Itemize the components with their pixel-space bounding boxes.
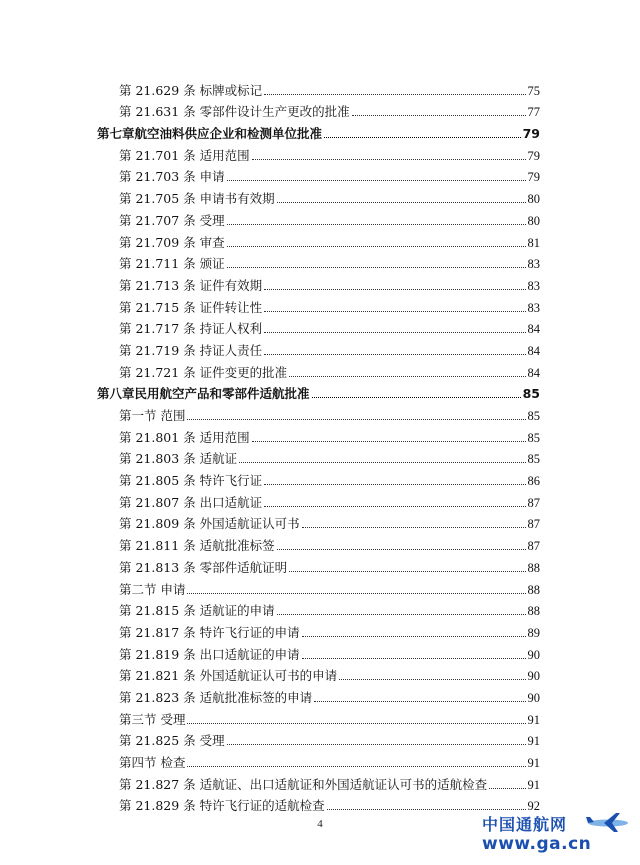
toc-entry-row — [97, 662, 540, 684]
dot-leader — [324, 137, 521, 138]
toc-entry-row — [97, 705, 540, 727]
toc-entry-page: 84 — [527, 322, 540, 337]
watermark-site-name: 中国通航网 — [482, 815, 568, 834]
toc-entry-row — [97, 683, 540, 705]
dot-leader — [252, 159, 526, 160]
toc-entry-label: 第 21.809 条 外国适航证认可书 — [119, 516, 300, 532]
toc-entry-row — [97, 510, 540, 532]
dot-leader — [314, 701, 525, 702]
toc-entry-label: 第 21.629 条 标牌或标记 — [119, 82, 263, 98]
toc-entry-page: 85 — [527, 452, 540, 467]
toc-entry-row — [97, 618, 540, 640]
toc-entry-row — [97, 163, 540, 185]
dot-leader — [289, 571, 525, 572]
dot-leader — [289, 376, 525, 377]
dot-leader — [277, 549, 526, 550]
toc-entry-label: 第 21.807 条 出口适航证 — [119, 494, 263, 510]
toc-entry-label: 第七章航空油料供应企业和检测单位批准 — [97, 126, 323, 142]
toc-entry-label: 第 21.819 条 出口适航证的申请 — [119, 646, 300, 662]
toc-entry-row — [97, 141, 540, 163]
toc-entry-page: 80 — [527, 192, 540, 207]
toc-entry-page: 83 — [527, 257, 540, 272]
site-watermark — [480, 809, 630, 857]
toc-entry-label: 第 21.701 条 适用范围 — [119, 147, 250, 163]
toc-entry-label: 第 21.721 条 证件变更的批准 — [119, 364, 288, 380]
dot-leader — [252, 441, 526, 442]
toc-entry-page: 80 — [527, 213, 540, 228]
dot-leader — [302, 636, 526, 637]
toc-entry-label: 第二节 申请 — [119, 581, 186, 597]
dot-leader — [187, 766, 525, 767]
toc-entry-label: 第 21.825 条 受理 — [119, 733, 225, 749]
toc-entry-page: 75 — [527, 83, 540, 98]
toc-entry-label: 第 21.815 条 适航证的申请 — [119, 603, 275, 619]
toc-entry-row — [97, 401, 540, 423]
toc-entry-label: 第 21.719 条 持证人责任 — [119, 342, 263, 358]
toc-entry-label: 第 21.813 条 零部件适航证明 — [119, 559, 288, 575]
toc-entry-row — [97, 206, 540, 228]
toc-entry-page: 88 — [527, 604, 540, 619]
toc-entry-row — [97, 792, 540, 814]
toc-entry-row — [97, 597, 540, 619]
toc-entry-label: 第一节 范围 — [119, 408, 186, 423]
toc-entry-page: 85 — [527, 430, 540, 445]
page-number: 4 — [317, 818, 323, 830]
dot-leader — [187, 723, 525, 724]
toc-entry-page: 88 — [527, 582, 540, 597]
toc-chapter-row — [97, 119, 540, 141]
toc-entry-page: 84 — [527, 343, 540, 358]
toc-entry-label: 第三节 受理 — [119, 711, 186, 727]
toc-entry-row — [97, 748, 540, 770]
toc-entry-row — [97, 770, 540, 792]
toc-entry-page: 89 — [527, 625, 540, 640]
toc-entry-label: 第 21.631 条 零部件设计生产更改的批准 — [119, 104, 350, 120]
dot-leader — [302, 527, 526, 528]
dot-leader — [227, 744, 526, 745]
toc-entry-row — [97, 727, 540, 749]
toc-entry-page: 83 — [527, 300, 540, 315]
dot-leader — [227, 267, 526, 268]
dot-leader — [264, 354, 525, 355]
toc-entry-page: 90 — [527, 669, 540, 684]
toc-entry-row — [97, 531, 540, 553]
toc-entry-row — [97, 76, 540, 98]
toc-entry-page: 90 — [527, 690, 540, 705]
toc-entry-row — [97, 293, 540, 315]
dot-leader — [264, 484, 525, 485]
toc-entry-page: 79 — [522, 126, 540, 142]
toc-entry-row — [97, 228, 540, 250]
toc-entry-page: 81 — [527, 235, 540, 250]
toc-entry-row — [97, 488, 540, 510]
toc-entry-label: 第 21.707 条 受理 — [119, 212, 225, 228]
toc-entry-row — [97, 358, 540, 380]
dot-leader — [489, 788, 525, 789]
watermark-url: www.ga.cn — [482, 834, 592, 854]
toc-entry-label: 第八章民用航空产品和零部件适航批准 — [97, 386, 310, 402]
toc-entry-label: 第 21.713 条 证件有效期 — [119, 277, 263, 293]
dot-leader — [264, 506, 525, 507]
dot-leader — [312, 397, 521, 398]
dot-leader — [187, 419, 525, 420]
toc-entry-row — [97, 575, 540, 597]
toc-entry-label: 第 21.801 条 适用范围 — [119, 429, 250, 445]
dot-leader — [352, 115, 526, 116]
dot-leader — [302, 658, 526, 659]
toc-entry-row — [97, 466, 540, 488]
toc-entry-label: 第 21.811 条 适航批准标签 — [119, 538, 275, 554]
toc-entry-row — [97, 445, 540, 467]
toc-entry-page: 86 — [527, 474, 540, 489]
toc-entry-row — [97, 271, 540, 293]
toc-entry-row — [97, 423, 540, 445]
toc-entry-label: 第 21.805 条 特许飞行证 — [119, 473, 263, 489]
toc-entry-row — [97, 98, 540, 120]
toc-entry-label: 第 21.711 条 颁证 — [119, 256, 225, 272]
toc-chapter-row — [97, 380, 540, 402]
dot-leader — [277, 202, 526, 203]
dot-leader — [239, 462, 525, 463]
toc-entry-label: 第 21.817 条 特许飞行证的申请 — [119, 624, 300, 640]
toc-entry-page: 87 — [527, 539, 540, 554]
toc-entry-label: 第 21.705 条 申请书有效期 — [119, 191, 275, 207]
dot-leader — [227, 224, 526, 225]
toc-entry-label: 第 21.715 条 证件转让性 — [119, 299, 263, 315]
toc-entry-label: 第 21.703 条 申请 — [119, 169, 225, 185]
toc-entry-page: 91 — [527, 777, 540, 792]
toc-entry-page: 92 — [527, 799, 540, 814]
toc-entry-row — [97, 640, 540, 662]
toc-entry-page: 88 — [527, 560, 540, 575]
toc-entry-page: 85 — [527, 409, 540, 423]
toc-entry-page: 91 — [527, 756, 540, 770]
toc-entry-label: 第 21.823 条 适航批准标签的申请 — [119, 689, 313, 705]
toc-entry-label: 第四节 检查 — [119, 755, 186, 770]
toc-entry-page: 84 — [527, 365, 540, 380]
toc-entry-label: 第 21.827 条 适航证、出口适航证和外国适航证认可书的适航检查 — [119, 776, 488, 792]
toc-entry-label: 第 21.803 条 适航证 — [119, 451, 238, 467]
toc-entry-page: 79 — [527, 170, 540, 185]
toc-entry-label: 第 21.717 条 持证人权利 — [119, 321, 263, 337]
dot-leader — [277, 614, 526, 615]
dot-leader — [264, 94, 525, 95]
toc-entry-row — [97, 315, 540, 337]
toc-entry-page: 91 — [527, 734, 540, 749]
toc-entry-page: 87 — [527, 495, 540, 510]
table-of-contents — [97, 76, 540, 813]
toc-entry-row — [97, 250, 540, 272]
dot-leader — [264, 332, 525, 333]
toc-entry-page: 77 — [527, 105, 540, 120]
toc-entry-page: 79 — [527, 148, 540, 163]
dot-leader — [339, 679, 525, 680]
dot-leader — [264, 311, 525, 312]
toc-entry-label: 第 21.821 条 外国适航证认可书的申请 — [119, 668, 338, 684]
toc-entry-page: 85 — [522, 386, 540, 402]
airplane-logo-icon — [584, 809, 630, 835]
dot-leader — [227, 246, 526, 247]
toc-entry-page: 90 — [527, 647, 540, 662]
dot-leader — [187, 593, 525, 594]
toc-entry-label: 第 21.829 条 特许飞行证的适航检查 — [119, 798, 325, 814]
dot-leader — [264, 289, 525, 290]
toc-entry-label: 第 21.709 条 审查 — [119, 234, 225, 250]
toc-entry-row — [97, 184, 540, 206]
toc-entry-page: 91 — [527, 712, 540, 727]
toc-entry-page: 83 — [527, 278, 540, 293]
dot-leader — [227, 180, 526, 181]
toc-entry-row — [97, 553, 540, 575]
toc-entry-row — [97, 336, 540, 358]
toc-entry-page: 87 — [527, 517, 540, 532]
